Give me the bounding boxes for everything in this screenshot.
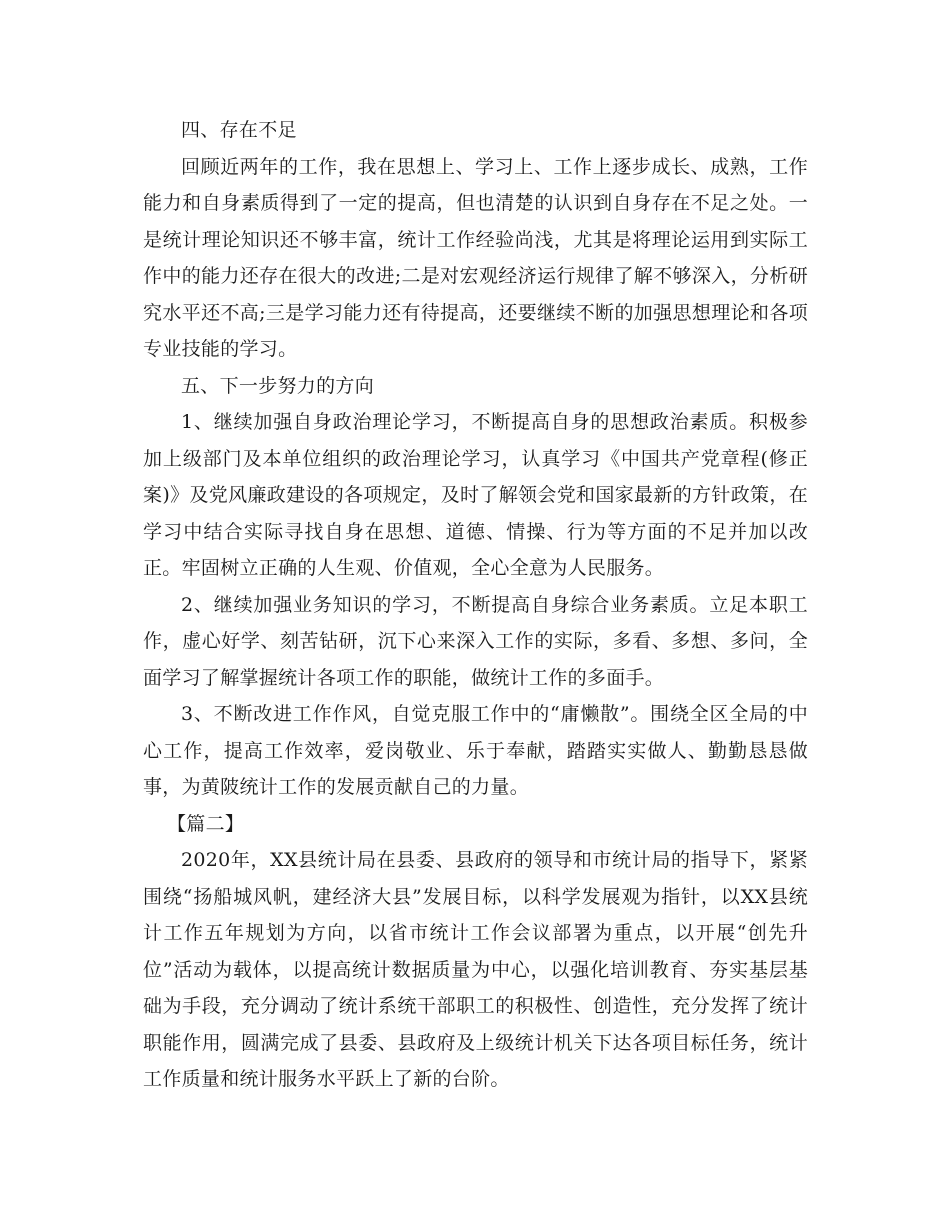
paragraph-direction-item-1: 1、继续加强自身政治理论学习，不断提高自身的思想政治素质。积极参加上级部门及本单位组织的政治理论学习，认真学习《中国共产党章程(修正案)》及党风廉政建设的各项规定，及时了解领会党和国家最新的方针政策，在学习中结合实际寻找自身在思想、道德、情操、行为等方面的不足并加以改正。牢固树立正确的人生观、价值观，全心全意为人民服务。	[143, 411, 808, 579]
section-heading-direction: 五、下一步努力的方向	[181, 374, 375, 397]
paragraph-direction-item-3: 3、不断改进工作作风，自觉克服工作中的“庸懒散”。围绕全区全局的中心工作，提高工作效率，爱岗敬业、乐于奉献，踏踏实实做人、勤勤恳恳做事，为黄陂统计工作的发展贡献自己的力量。	[143, 703, 808, 798]
document-body	[143, 112, 808, 1098]
section-heading-shortcomings: 四、存在不足	[181, 119, 297, 141]
paragraph-direction-item-2: 2、继续加强业务知识的学习，不断提高自身综合业务素质。立足本职工作，虚心好学、刻苦钻研，沉下心来深入工作的实际，多看、多想、多问，全面学习了解掌握统计各项工作的职能，做统计工作的多面手。	[143, 593, 808, 689]
part-marker: 【篇二】	[167, 812, 245, 835]
paragraph-shortcomings: 回顾近两年的工作，我在思想上、学习上、工作上逐步成长、成熟，工作能力和自身素质得到了一定的提高，但也清楚的认识到自身存在不足之处。一是统计理论知识还不够丰富，统计工作经验尚浅，尤其是将理论运用到实际工作中的能力还存在很大的改进;二是对宏观经济运行规律了解不够深入，分析研究水平还不高;三是学习能力还有待提高，还要继续不断的加强思想理论和各项专业技能的学习。	[143, 155, 808, 360]
paragraph-part2-intro: 2020年，XX县统计局在县委、县政府的领导和市统计局的指导下，紧紧围绕“扬船城风帆，建经济大县”发展目标，以科学发展观为指针，以XX县统计工作五年规划为方向，以省市统计工作会议部署为重点，以开展“创先升位”活动为载体，以提高统计数据质量为中心，以强化培训教育、夯实基层基础为手段，充分调动了统计系统干部职工的积极性、创造性，充分发挥了统计职能作用，圆满完成了县委、县政府及上级统计机关下达各项目标任务，统计工作质量和统计服务水平跃上了新的台阶。	[143, 849, 808, 1090]
